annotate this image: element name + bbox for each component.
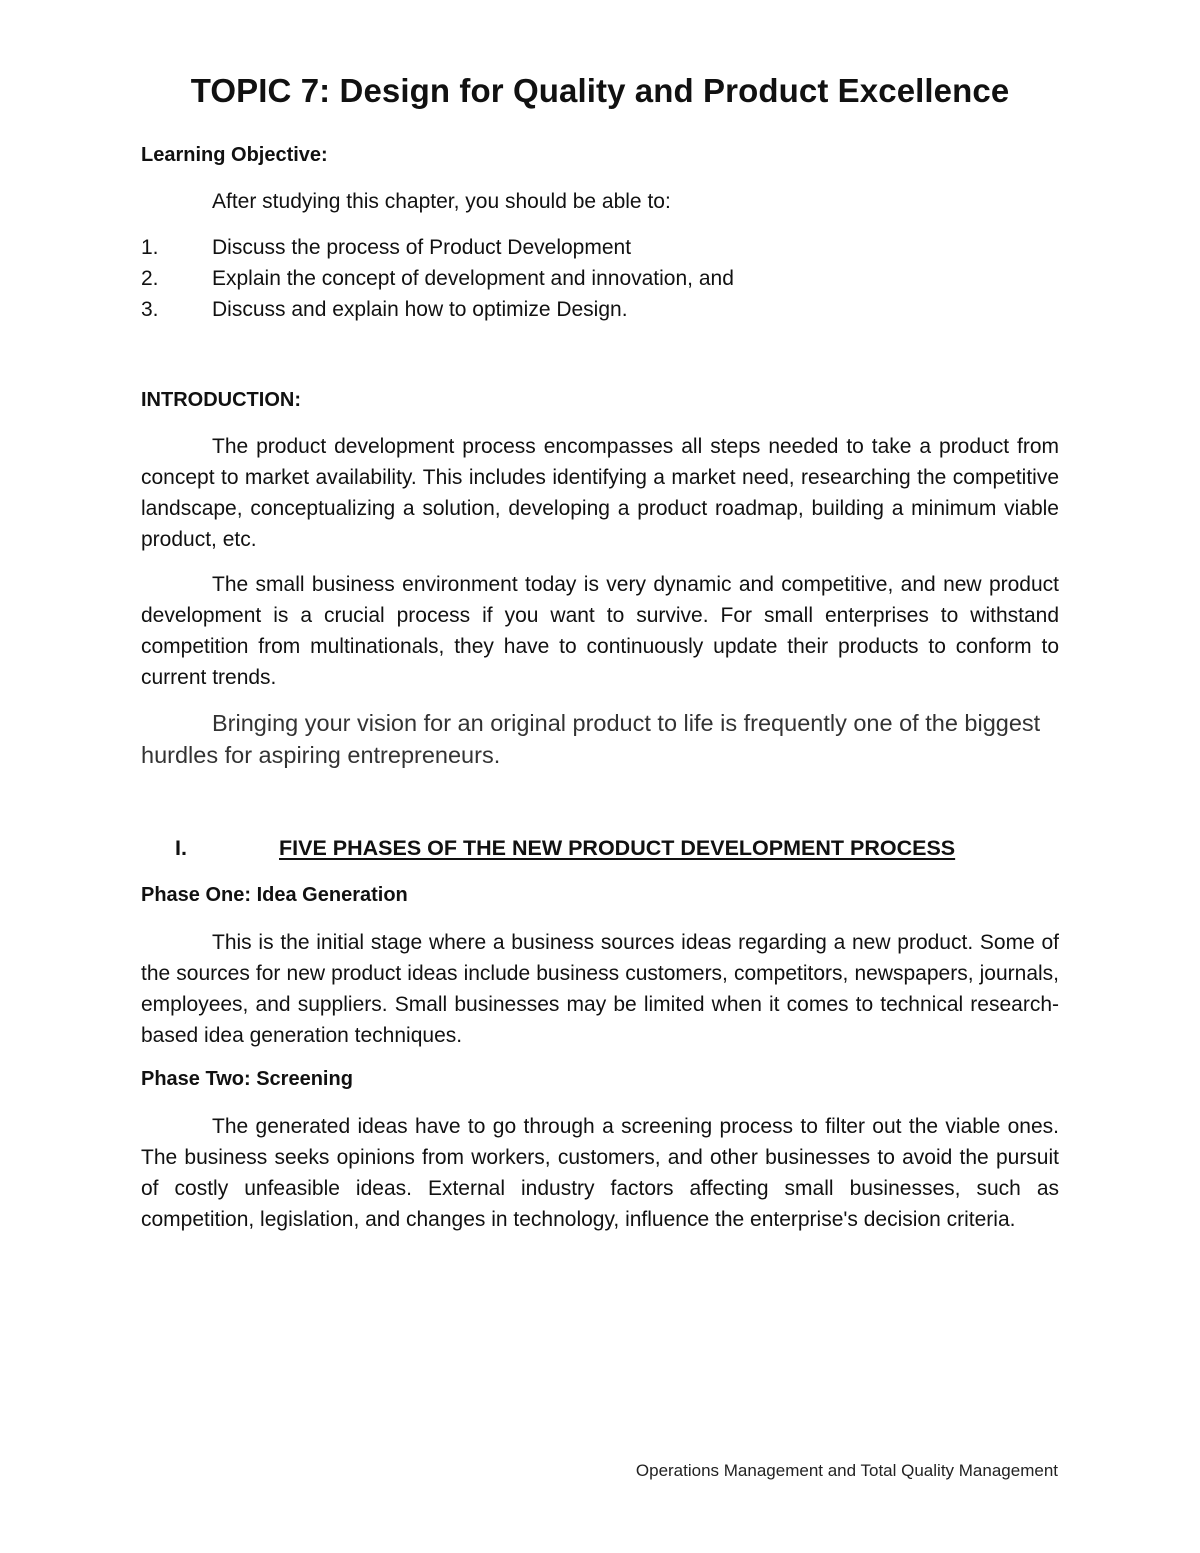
objective-list <box>141 232 734 325</box>
learning-objective-intro: After studying this chapter, you should be able to: <box>212 190 671 213</box>
phase-two-paragraph: The generated ideas have to go through a screening process to filter out the viable ones. The business seeks opinions from workers, customers, and other businesses to avoid the pursuit of costly unfeasible ideas. External industry factors affecting small businesses, such as competition, legislation, and changes in technology, influence the enterprise's decision criteria. <box>141 1115 1059 1231</box>
intro-paragraph-3: Bringing your vision for an original product to life is frequently one of the biggest hurdles for aspiring entrepreneurs. <box>141 710 1041 768</box>
section-heading <box>141 836 1059 861</box>
page-title: TOPIC 7: Design for Quality and Product Excellence <box>190 72 1010 109</box>
intro-paragraph-1: The product development process encompasses all steps needed to take a product from concept to market availability. This includes identifying a market need, researching the competitive landscape, conceptualizing a solution, developing a product roadmap, building a minimum viable product, etc. <box>141 435 1059 551</box>
learning-objective-label: Learning Objective: <box>141 144 328 166</box>
list-item-text: Explain the concept of development and innovation, and <box>212 267 734 290</box>
phase-two-label: Phase Two: Screening <box>141 1068 353 1090</box>
section-heading-text: FIVE PHASES OF THE NEW PRODUCT DEVELOPMENT PROCESS <box>279 836 956 860</box>
list-item-number: 2. <box>141 267 159 290</box>
list-item-text: Discuss and explain how to optimize Design. <box>212 298 628 321</box>
section-numeral: I. <box>175 836 187 860</box>
list-item <box>141 263 734 294</box>
list-item-number: 3. <box>141 298 159 321</box>
phase-one-paragraph: This is the initial stage where a business sources ideas regarding a new product. Some of the sources for new product ideas include business customers, competitors, newspapers, journals, employees, and suppliers. Small businesses may be limited when it comes to technical research-based idea generation techniques. <box>141 931 1059 1047</box>
intro-paragraph-2: The small business environment today is very dynamic and competitive, and new product development is a crucial process if you want to survive. For small enterprises to withstand competition from multinationals, they have to continuously update their products to conform to current trends. <box>141 573 1059 689</box>
introduction-label: INTRODUCTION: <box>141 389 301 411</box>
phase-one-label: Phase One: Idea Generation <box>141 884 408 906</box>
list-item-number: 1. <box>141 236 159 259</box>
list-item <box>141 294 734 325</box>
list-item-text: Discuss the process of Product Development <box>212 236 632 259</box>
page-footer: Operations Management and Total Quality Management <box>635 1461 1058 1480</box>
list-item <box>141 232 734 263</box>
